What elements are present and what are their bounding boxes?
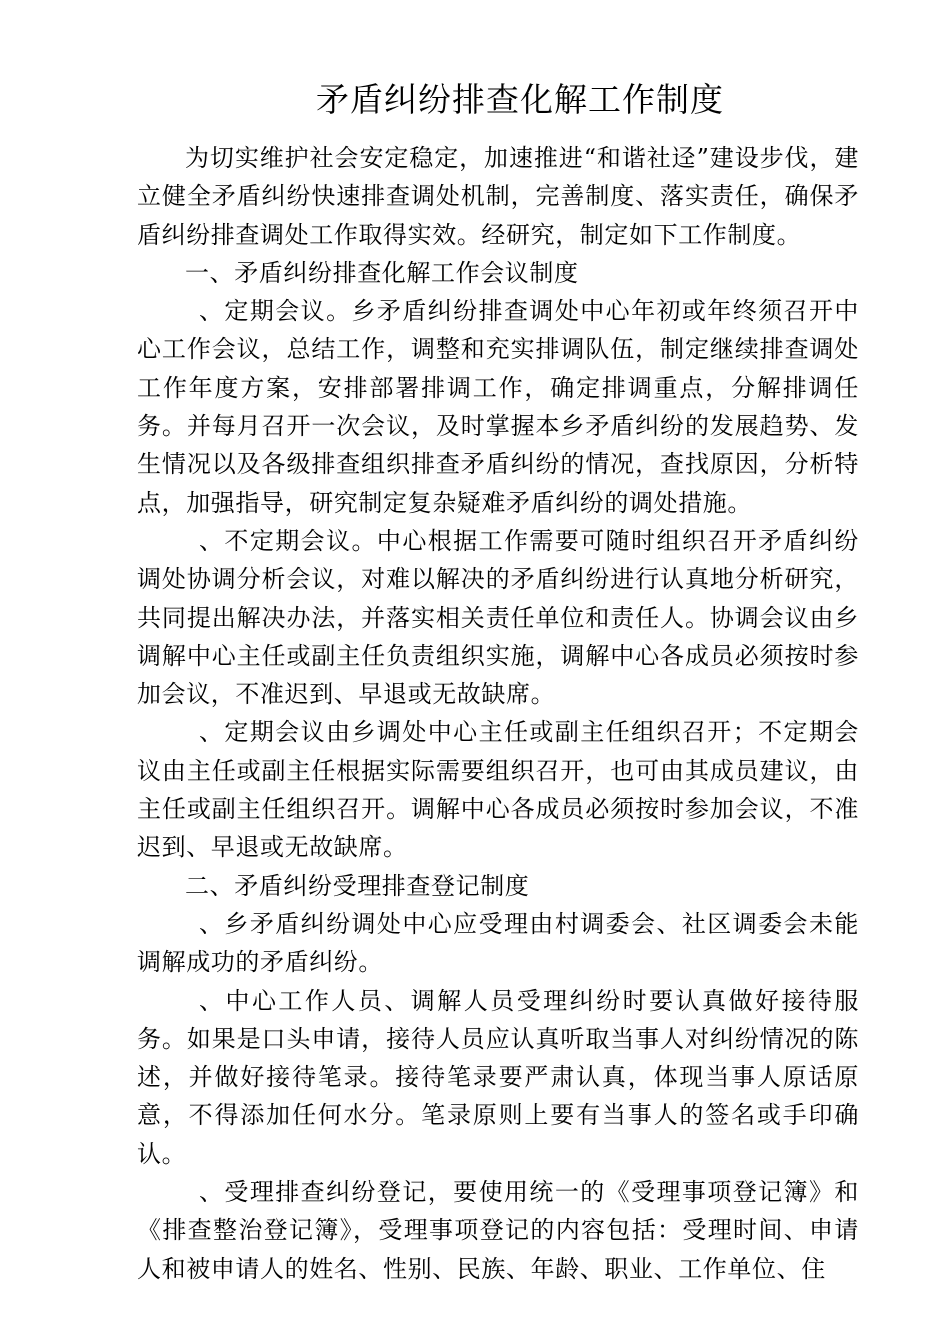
document-title: 矛盾纠纷排查化解工作制度 [316,80,724,119]
intro-paragraph: 为切实维护社会安定稳定，加速推进“和谐社迳”建设步伐，建立健全矛盾纠纷快速排查调处机制，完善制度、落实责任，确保矛盾纠纷排查调处工作取得实效。经研究，制定如下工作制度。 [137,144,859,249]
document-body [137,139,859,1288]
section-1-item-2: 、不定期会议。中心根据工作需要可随时组织召开矛盾纠纷调处协调分析会议，对难以解决的矛盾纠纷进行认真地分析研究，共同提出解决办法，并落实相关责任单位和责任人。协调会议由乡调解中心主任或副主任负责组织实施，调解中心各成员必须按时参加会议，不准迟到、早退或无故缺席。 [137,526,859,709]
section-1-item-3: 、定期会议由乡调处中心主任或副主任组织召开；不定期会议由主任或副主任根据实际需要组织召开，也可由其成员建议，由主任或副主任组织召开。调解中心各成员必须按时参加会议，不准迟到、早退或无故缺席。 [137,718,859,862]
section-heading-2: 二、矛盾纠纷受理排查登记制度 [185,871,530,900]
section-2-item-2: 、中心工作人员、调解人员受理纠纷时要认真做好接待服务。如果是口头申请，接待人员应认真听取当事人对纠纷情况的陈述，并做好接待笔录。接待笔录要严肃认真，体现当事人原话原意，不得添加任何水分。笔录原则上要有当事人的签名或手印确认。 [137,986,859,1168]
section-2-item-1: 、乡矛盾纠纷调处中心应受理由村调委会、社区调委会未能调解成功的矛盾纠纷。 [137,909,859,977]
section-2-item-3: 、受理排查纠纷登记，要使用统一的《受理事项登记簿》和《排查整治登记簿》，受理事项登记的内容包括：受理时间、申请人和被申请人的姓名、性别、民族、年龄、职业、工作单位、住 [137,1178,859,1283]
section-1-item-1: 、定期会议。乡矛盾纠纷排查调处中心年初或年终须召开中心工作会议，总结工作，调整和充实排调队伍，制定继续排查调处工作年度方案，安排部署排调工作，确定排调重点，分解排调任务。并每月召开一次会议，及时掌握本乡矛盾纠纷的发展趋势、发生情况以及各级排查组织排查矛盾纠纷的情况，查找原因，分析特点，加强指导，研究制定复杂疑难矛盾纠纷的调处措施。 [137,297,859,517]
section-heading-1: 一、矛盾纠纷排查化解工作会议制度 [185,258,579,287]
